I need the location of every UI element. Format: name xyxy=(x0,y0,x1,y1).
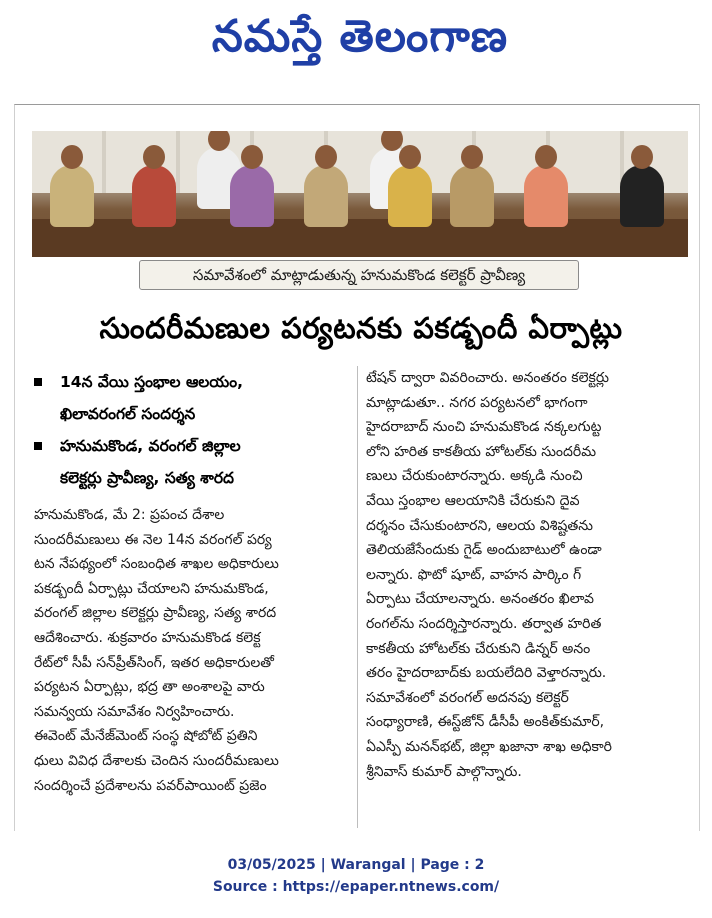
text-line: వేయి స్తంభాల ఆలయానికి చేరుకుని దైవ xyxy=(366,492,580,509)
text-line: ధులు వివిధ దేశాలకు చెందిన సుందరీమణులు xyxy=(34,752,279,769)
text-line: దర్శనం చేసుకుంటారని, ఆలయ విశిష్టతను xyxy=(366,517,593,534)
text-line: టన నేపథ్యంలో సంబంధిత శాఖల అధికారులు xyxy=(34,556,279,573)
text-line: తెలియజేసేందుకు గైడ్ అందుబాటులో ఉండా xyxy=(366,542,602,559)
text-line: కాకతీయ హోటల్‌కు చేరుకుని డిన్నర్ అనం xyxy=(366,640,591,657)
text-line: పర్యటన ఏర్పాట్లు, భద్ర తా అంశాలపై వారు xyxy=(34,679,265,696)
bullet-square-icon xyxy=(34,378,42,386)
text-line: తరం హైదరాబాద్‌కు బయలేదిరి వెళ్తారన్నారు. xyxy=(366,665,607,682)
highlights-list xyxy=(32,366,350,494)
text-line: సుందరీమణులు ఈ నెల 14న వరంగల్ పర్య xyxy=(34,531,272,548)
text-line: లోని హరిత కాకతీయ హోటల్‌కు సుందరీమ xyxy=(366,443,597,460)
text-line: పకడ్బందీ ఏర్పాట్లు చేయాలని హనుమకొండ, xyxy=(34,580,269,597)
highlight-item: 14న వేయి స్తంభాల ఆలయం, ఖిలావరంగల్ సందర్శన xyxy=(32,366,350,430)
text-line: సందర్శించే ప్రదేశాలను పవర్‌పాయింట్ ప్రజెం xyxy=(34,777,267,794)
column-divider xyxy=(357,366,358,828)
text-line: సమన్వయ సమావేశం నిర్వహించారు. xyxy=(34,703,235,720)
news-photo xyxy=(32,131,688,257)
text-line: ణులు చేరుకుంటారన్నారు. అక్కడి నుంచి xyxy=(366,468,583,485)
text-line: మాట్లాడుతూ.. నగర పర్యటనలో భాగంగా xyxy=(366,394,588,411)
text-line: సంధ్యారాణి, ఈస్ట్‌జోన్ డీసీపీ అంకిత్‌కుమార్, xyxy=(366,714,605,731)
text-line: ఏఎస్పీ మనన్‌భట్, జిల్లా ఖజానా శాఖ అధికారి xyxy=(366,738,612,755)
text-line: ఏర్పాటు చేయాలన్నారు. అనంతరం ఖిలావ xyxy=(366,591,594,608)
article-headline: సుందరీమణుల పర్యటనకు పకడ్బందీ ఏర్పాట్లు xyxy=(99,311,623,345)
text-line: ఆదేశించారు. శుక్రవారం హనుమకొండ కలెక్ట xyxy=(34,629,261,646)
article-body-left xyxy=(34,503,352,798)
text-line: వరంగల్ జిల్లాల కలెక్టర్లు ప్రావీణ్య, సత్య శారద xyxy=(34,605,277,622)
masthead-logo: నమస్తే తెలంగాణ xyxy=(211,11,509,62)
bullet-square-icon xyxy=(34,442,42,450)
text-line: శ్రీనివాస్ కుమార్ పాల్గొన్నారు. xyxy=(366,763,522,780)
text-line: హనుమకొండ, మే 2: ప్రపంచ దేశాల xyxy=(34,507,225,523)
text-line: సమావేశంలో వరంగల్ అదనపు కలెక్టర్ xyxy=(366,689,569,706)
highlight-item: హనుమకొండ, వరంగల్ జిల్లాల కలెక్టర్లు ప్రావీణ్య, సత్య శారద xyxy=(32,430,350,494)
edition-info: 03/05/2025 | Warangal | Page : 2 xyxy=(227,857,485,873)
clipping-footer xyxy=(0,854,712,898)
text-line: రేట్‌లో సీపీ సన్‌ప్రీత్‌సింగ్, ఇతర అధికారులతో xyxy=(34,654,274,671)
source-link[interactable]: Source : https://epaper.ntnews.com/ xyxy=(212,879,500,895)
article-body-right xyxy=(366,366,692,784)
text-line: రంగల్‌ను సందర్శిస్తారన్నారు. తర్వాత హరిత xyxy=(366,615,602,632)
text-line: లన్నారు. ఫొటో షూట్, వాహన పార్కిం గ్ xyxy=(366,566,582,583)
text-line: హైదరాబాద్ నుంచి హనుమకొండ నక్కలగుట్ట xyxy=(366,419,602,436)
photo-caption: సమావేశంలో మాట్లాడుతున్న హనుమకొండ కలెక్టర్ ప్రావీణ్య xyxy=(139,260,579,290)
text-line: టేషన్ ద్వారా వివరించారు. అనంతరం కలెక్టర్లు xyxy=(366,370,609,386)
text-line: ఈవెంట్ మేనేజ్‌మెంట్ సంస్థ షోబోట్ ప్రతిని xyxy=(34,728,258,745)
